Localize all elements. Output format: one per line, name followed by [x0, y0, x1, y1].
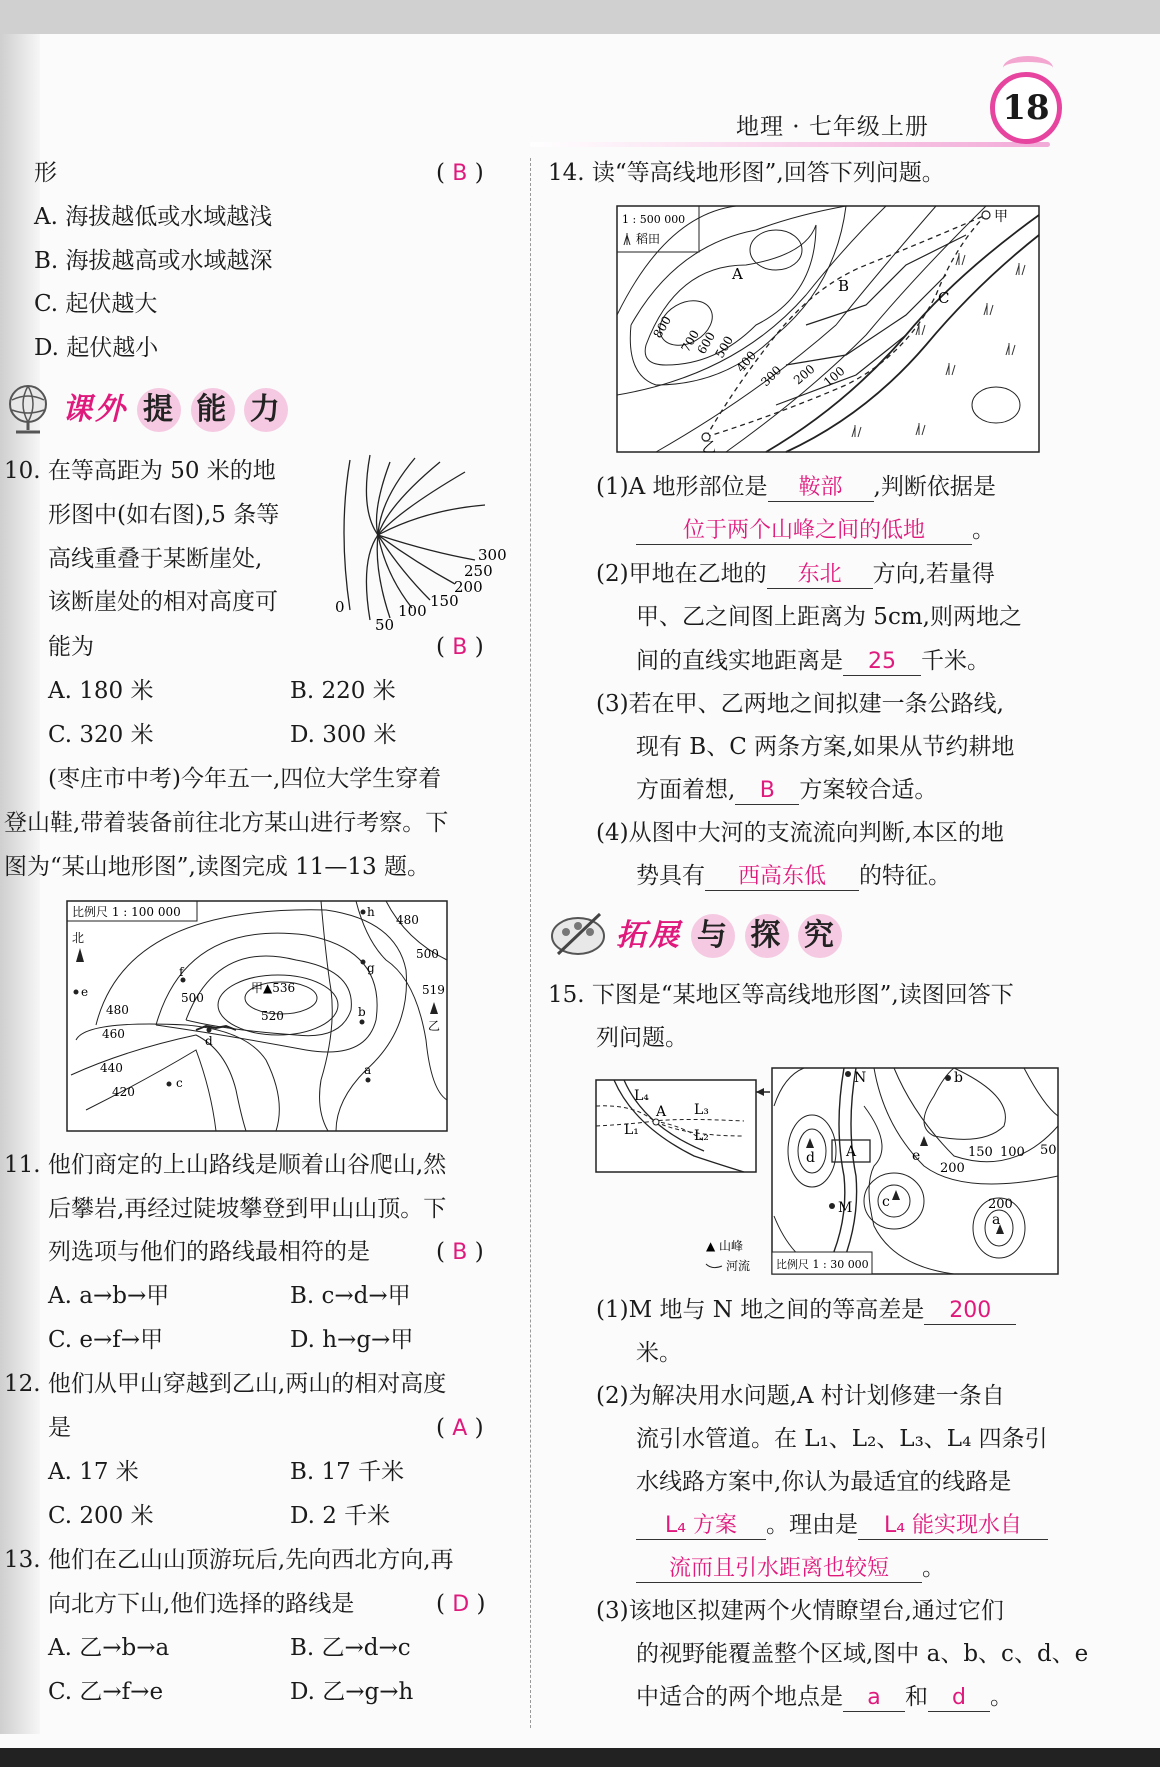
- q10-option-b: B. 220 米: [290, 678, 396, 704]
- map1-point-e: e: [81, 985, 89, 999]
- map1-point-h: h: [367, 905, 375, 919]
- q13-answer-bracket: ( D ): [436, 1591, 486, 1617]
- q12-option-d: D. 2 千米: [290, 1503, 391, 1529]
- q15-inset-a: A: [656, 1104, 667, 1120]
- map1-label-500b: 500: [416, 947, 439, 961]
- q11-option-b: B. c→d→甲: [290, 1283, 411, 1309]
- q14-map-point-a: A: [732, 265, 743, 283]
- map1-label-500a: 500: [181, 991, 204, 1005]
- q10-fig-label-300: 300: [478, 546, 507, 564]
- q9-option-d: D. 起伏越小: [34, 335, 159, 361]
- column-divider: [530, 158, 531, 1728]
- q14-map-jia: 甲: [994, 209, 1008, 225]
- q11-answer: B: [452, 1240, 468, 1265]
- q14-contour-map: [616, 205, 1040, 453]
- q15-map-a-village: A: [846, 1144, 857, 1160]
- q14-p3-line1: (3)若在甲、乙两地之间拟建一条公路线,: [596, 691, 1004, 717]
- q10-line2: 形图中(如右图),5 条等: [48, 502, 280, 528]
- map1-label-480a: 480: [396, 913, 419, 927]
- q14-p2-text-e: 千米。: [921, 648, 990, 674]
- q14-map-label-300: 300: [758, 363, 785, 390]
- q13-option-c: C. 乙→f→e: [48, 1679, 164, 1705]
- q15-map-label-100: 100: [1000, 1145, 1025, 1160]
- q15-p1-line2: 米。: [636, 1340, 682, 1366]
- section2-char2: 与: [691, 914, 735, 958]
- q15-map-label-50: 50: [1040, 1143, 1057, 1158]
- section1-char2: 提: [137, 388, 181, 432]
- q12-answer: A: [452, 1416, 468, 1441]
- q10-fig-label-0: 0: [335, 598, 345, 616]
- map1-north: 北: [72, 931, 85, 945]
- q12-line1: 12. 他们从甲山穿越到乙山,两山的相对高度: [4, 1371, 447, 1397]
- page-number: 18: [990, 72, 1062, 144]
- q15-p2-answer2: L₄ 能实现水自: [858, 1513, 1048, 1540]
- q10-fig-label-150: 150: [430, 592, 459, 610]
- q14-p1-line2: [636, 515, 995, 545]
- section1-char3: 能: [191, 388, 235, 432]
- q13-line1: 13. 他们在乙山山顶游玩后,先向西北方向,再: [4, 1547, 454, 1573]
- q10-line5: 能为: [48, 634, 94, 660]
- q15-map-b: b: [954, 1070, 963, 1086]
- q11-option-a: A. a→b→甲: [48, 1283, 170, 1309]
- map1-label-440: 440: [100, 1061, 123, 1075]
- map1-point-f: f: [179, 965, 184, 979]
- q14-p4-line1: (4)从图中大河的支流流向判断,本区的地: [596, 820, 1004, 846]
- q10-option-c: C. 320 米: [48, 722, 154, 748]
- q9-option-c: C. 起伏越大: [34, 291, 158, 317]
- q14-p2-text-b: 方向,若量得: [872, 561, 995, 587]
- q15-p2-text-d: 。理由是: [766, 1512, 858, 1538]
- q15-p3-line1: (3)该地区拟建两个火情瞭望台,通过它们: [596, 1598, 1004, 1624]
- q14-map-label-200: 200: [790, 361, 818, 388]
- q15-p3-line3: [636, 1682, 1013, 1712]
- q15-legend-peak: ▲ 山峰: [706, 1239, 744, 1253]
- q14-map-label-500: 500: [712, 333, 737, 361]
- q14-p4-text-b: 势具有: [636, 863, 705, 889]
- q14-map-scale: 1 : 500 000: [622, 213, 686, 226]
- q14-p2-line1: [596, 559, 995, 589]
- map1-label-520: 520: [261, 1009, 284, 1023]
- mountain-topographic-map: [66, 900, 448, 1132]
- q15-p3-answer1: a: [843, 1685, 905, 1712]
- q15-inset-l2: L₂: [694, 1128, 709, 1144]
- q11-line3: 列选项与他们的路线最相符的是: [48, 1239, 370, 1265]
- q15-p3-text-mid: 和: [905, 1684, 928, 1710]
- q13-option-a: A. 乙→b→a: [48, 1635, 170, 1661]
- q15-p1-line1: [596, 1295, 1016, 1325]
- q9-option-b: B. 海拔越高或水域越深: [34, 248, 273, 274]
- bottom-bar: [0, 1748, 1160, 1767]
- q12-line2: 是: [48, 1415, 71, 1441]
- q10-option-a: A. 180 米: [48, 678, 154, 704]
- q12-option-c: C. 200 米: [48, 1503, 154, 1529]
- q15-p2-line5: [636, 1553, 945, 1583]
- section1-char4: 力: [244, 388, 288, 432]
- q15-p2-answer1: L₄ 方案: [636, 1513, 766, 1540]
- q15-inset-l3: L₃: [694, 1102, 709, 1118]
- section2-char3: 探: [745, 914, 789, 958]
- q15-map-label-200b: 200: [988, 1197, 1013, 1212]
- q14-map-label-600: 600: [694, 329, 719, 357]
- q14-title: 14. 读“等高线地形图”,回答下列问题。: [548, 160, 945, 186]
- q12-option-b: B. 17 千米: [290, 1459, 405, 1485]
- q14-p3-answer: B: [735, 778, 799, 805]
- q15-map-m: M: [838, 1200, 853, 1216]
- q9-option-a: A. 海拔越低或水域越浅: [34, 204, 273, 230]
- q15-map-e: e: [912, 1148, 921, 1164]
- map1-point-a: a: [364, 1063, 372, 1077]
- q14-map-label-700: 700: [678, 327, 703, 355]
- q14-p1-answer2: 位于两个山峰之间的低地: [636, 518, 972, 545]
- q11-option-d: D. h→g→甲: [290, 1327, 414, 1353]
- q9-answer-bracket: ( B ): [436, 160, 484, 186]
- q9-answer: B: [452, 161, 468, 186]
- section1-word1: 课外: [62, 392, 128, 427]
- top-shadow: [0, 0, 1160, 34]
- q15-title-line2: 列问题。: [596, 1025, 688, 1051]
- intro-line3: 图为“某山地形图”,读图完成 11—13 题。: [4, 854, 430, 880]
- q15-p2-line1: (2)为解决用水问题,A 村计划修建一条自: [596, 1383, 1005, 1409]
- q14-p3-line2: 现有 B、C 两条方案,如果从节约耕地: [636, 734, 1015, 760]
- q14-p4-text-c: 的特征。: [859, 863, 951, 889]
- q15-p3-line2: 的视野能覆盖整个区域,图中 a、b、c、d、e: [636, 1641, 1089, 1667]
- q14-p2-text-d: 间的直线实地距离是: [636, 648, 843, 674]
- q14-map-label-800: 800: [650, 313, 675, 341]
- map1-point-b: b: [358, 1005, 366, 1019]
- q14-p3-line3: [636, 775, 937, 805]
- q15-p3-text-c: 中适合的两个地点是: [636, 1684, 843, 1710]
- q15-map-d: d: [806, 1150, 815, 1166]
- q15-p3-answer2: d: [928, 1685, 990, 1712]
- map1-point-d: d: [205, 1034, 213, 1048]
- q10-line3: 高线重叠于某断崖处,: [48, 546, 263, 572]
- q14-map-point-c: C: [938, 289, 950, 307]
- q14-p2-text-a: (2)甲地在乙地的: [596, 561, 767, 587]
- q15-legend-river: 河流: [726, 1259, 751, 1273]
- q13-option-b: B. 乙→d→c: [290, 1635, 411, 1661]
- q10-fig-label-250: 250: [464, 562, 493, 580]
- q15-p2-text-e: 。: [922, 1555, 945, 1581]
- q13-answer: D: [452, 1592, 470, 1617]
- q14-p1-text-b: ,判断依据是: [873, 474, 996, 500]
- q15-map-scale: 比例尺 1 : 30 000: [776, 1258, 869, 1271]
- intro-line2: 登山鞋,带着装备前往北方某山进行考察。下: [4, 810, 449, 836]
- q10-fig-label-100: 100: [398, 602, 427, 620]
- q14-map-point-b: B: [838, 277, 850, 295]
- header-title: 地理 · 七年级上册: [736, 114, 929, 140]
- q15-map-label-150: 150: [968, 1145, 993, 1160]
- map1-label-519: 519: [422, 983, 445, 997]
- q14-p4-line2: [636, 861, 951, 891]
- q14-p2-answer2: 25: [843, 649, 921, 676]
- globe-icon: [4, 380, 56, 436]
- section2-char4: 究: [798, 914, 842, 958]
- q15-map-label-200a: 200: [940, 1161, 965, 1176]
- q14-p3-text-d: 方案较合适。: [799, 777, 938, 803]
- q10-answer: B: [452, 635, 468, 660]
- q14-map-label-400: 400: [733, 348, 760, 375]
- header-rule: [530, 142, 1050, 147]
- q10-answer-bracket: ( B ): [436, 634, 484, 660]
- q15-p2-line3: 水线路方案中,你认为最适宜的线路是: [636, 1469, 1012, 1495]
- q11-line2: 后攀岩,再经过陡坡攀登到甲山山顶。下: [48, 1196, 447, 1222]
- map1-point-g: g: [367, 961, 375, 975]
- q9-tail: 形: [34, 160, 57, 186]
- section-banner-extracurricular: [4, 380, 288, 436]
- q11-line1: 11. 他们商定的上山路线是顺着山谷爬山,然: [4, 1152, 447, 1178]
- q14-map-legend: 稻田: [636, 232, 661, 246]
- q15-map-a: a: [992, 1212, 1001, 1228]
- palette-icon: [548, 908, 610, 960]
- q10-line1: 10. 在等高距为 50 米的地: [4, 458, 276, 484]
- q15-inset-l4: L₄: [634, 1088, 649, 1104]
- q14-p1-answer1: 鞍部: [768, 475, 874, 502]
- q14-map-label-100: 100: [820, 363, 848, 390]
- q15-p2-line4: [636, 1510, 1048, 1540]
- section-banner-extension: [548, 908, 842, 960]
- map1-point-c: c: [176, 1076, 183, 1090]
- map1-label-480b: 480: [106, 1003, 129, 1017]
- q15-map-c: c: [882, 1194, 890, 1210]
- q11-option-c: C. e→f→甲: [48, 1327, 164, 1353]
- q14-p1-text-a: (1)A 地形部位是: [596, 474, 768, 500]
- q14-p2-line2: 甲、乙之间图上距离为 5cm,则两地之: [636, 604, 1022, 630]
- map1-label-460: 460: [102, 1027, 125, 1041]
- q13-line2: 向北方下山,他们选择的路线是: [48, 1591, 355, 1617]
- q15-p1-answer: 200: [924, 1298, 1016, 1325]
- q15-title-line1: 15. 下图是“某地区等高线地形图”,读图回答下: [548, 982, 1014, 1008]
- q11-answer-bracket: ( B ): [436, 1239, 484, 1265]
- q15-p3-text-d: 。: [990, 1684, 1013, 1710]
- map1-peak-yi: 乙: [428, 1019, 441, 1033]
- section2-word1: 拓展: [616, 918, 682, 953]
- q14-p1-text-c: 。: [972, 517, 995, 543]
- q14-map-yi: 乙: [702, 440, 716, 453]
- q10-line4: 该断崖处的相对高度可: [48, 589, 278, 615]
- q15-contour-map: [594, 1066, 1060, 1282]
- q15-p1-text-a: (1)M 地与 N 地之间的等高差是: [596, 1297, 925, 1323]
- q10-fig-label-50: 50: [375, 616, 395, 634]
- q14-p2-line3: [636, 646, 990, 676]
- q15-map-n: N: [854, 1070, 867, 1086]
- q15-inset-l1: L₁: [624, 1122, 639, 1138]
- q14-p1-line1: [596, 472, 996, 502]
- q10-cliff-figure: [330, 450, 520, 635]
- q14-p3-text-c: 方面着想,: [636, 777, 736, 803]
- q10-fig-label-200: 200: [454, 578, 483, 596]
- map1-peak-jia: 甲▲536: [251, 981, 296, 995]
- q15-p2-answer3: 流而且引水距离也较短: [636, 1556, 922, 1583]
- q12-answer-bracket: ( A ): [436, 1415, 484, 1441]
- q15-p2-line2: 流引水管道。在 L₁、L₂、L₃、L₄ 四条引: [636, 1426, 1048, 1452]
- intro-line1: (枣庄市中考)今年五一,四位大学生穿着: [48, 766, 442, 792]
- q10-option-d: D. 300 米: [290, 722, 397, 748]
- map1-label-420: 420: [112, 1085, 135, 1099]
- map1-scale: 比例尺 1 : 100 000: [72, 905, 181, 919]
- q14-p2-answer1: 东北: [767, 562, 873, 589]
- q13-option-d: D. 乙→g→h: [290, 1679, 414, 1705]
- q14-p4-answer: 西高东低: [705, 864, 859, 891]
- q12-option-a: A. 17 米: [48, 1459, 139, 1485]
